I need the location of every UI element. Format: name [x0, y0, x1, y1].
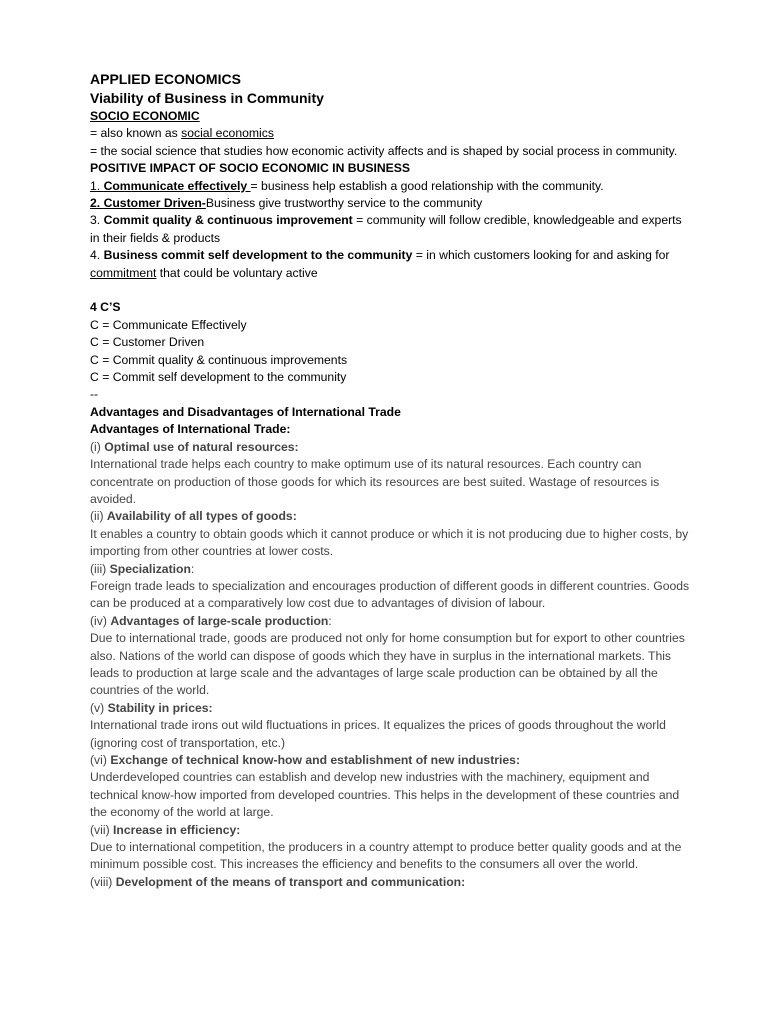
definition-line: = the social science that studies how economic activity affects and is shaped by social process in community. [90, 143, 678, 158]
advantage-number: (i) [90, 439, 105, 454]
item-term: Communicate effectively [103, 178, 251, 193]
doc-subtitle: Viability of Business in Community [90, 90, 324, 106]
advantage-body: Due to international trade, goods are produced not only for home consumption but for export to other countries also. Nations of the world can dispose of goods which they have in surplus in the international markets. This leads to production at large scale and the advantages of large scale production can be obtained by all the countries of the world. [90, 631, 685, 698]
item-underlined-word: commitment [90, 265, 157, 280]
advantage-title [90, 700, 690, 717]
advantage-number: (iv) [90, 613, 111, 628]
advantage-title-text: Specialization [109, 561, 191, 576]
advantage-number: (ii) [90, 509, 107, 524]
four-cs-item: C = Communicate Effectively [90, 317, 247, 332]
item-number: 2. [90, 196, 104, 211]
advantage-title [90, 561, 690, 578]
advantage-body: Foreign trade leads to specialization and encourages production of different goods in different countries. Goods can be produced at a comparatively low cost due to advantages of division of labour. [90, 578, 690, 611]
item-text: = community will follow credible, knowledgeable and experts in their fields & products [90, 213, 682, 245]
aka-term: social economics [181, 126, 274, 141]
advantage-number: (v) [90, 700, 108, 715]
impact-item-1 [90, 178, 690, 195]
impact-item-4 [90, 247, 690, 282]
four-cs-item: C = Commit quality & continuous improvements [90, 352, 348, 367]
advantages-heading: Advantages of International Trade: [90, 422, 291, 437]
advantage-title-text: Optimal use of natural resources: [104, 439, 299, 454]
item-tail: that could be voluntary active [156, 265, 318, 280]
advantage-colon: : [328, 613, 332, 628]
item-term: Customer Driven- [103, 196, 206, 211]
advantage-number: (viii) [90, 874, 116, 889]
advantage-title-text: Advantages of large-scale production [110, 613, 329, 628]
advantage-body: Underdeveloped countries can establish and develop new industries with the machinery, equipment and technical know-how imported from developed countries. This helps in the development of these countries and the economy of the world at large. [90, 770, 680, 820]
blank-line [90, 282, 690, 299]
trade-heading: Advantages and Disadvantages of International Trade [90, 404, 401, 419]
impact-item-2 [90, 195, 690, 212]
advantage-title [90, 439, 690, 456]
item-text: = in which customers looking for and asking for [412, 248, 670, 263]
item-term: Commit quality & continuous improvement [103, 213, 353, 228]
four-cs-item: C = Customer Driven [90, 335, 205, 350]
item-number: 1. [90, 178, 104, 193]
doc-title: APPLIED ECONOMICS [90, 71, 241, 87]
four-cs-heading: 4 C’S [90, 300, 121, 315]
section-socio-economic: SOCIO ECONOMIC [90, 109, 200, 123]
advantage-colon: : [190, 561, 195, 576]
advantage-title-text: Development of the means of transport and communication: [115, 874, 466, 889]
item-text: = business help establish a good relationship with the community. [250, 178, 604, 193]
aka-prefix: = also known as [90, 126, 182, 141]
advantage-title-text: Availability of all types of goods: [106, 509, 297, 524]
advantage-title-text: Stability in prices: [107, 700, 213, 715]
item-number: 3. [90, 213, 104, 228]
advantage-title [90, 874, 690, 891]
advantage-number: (iii) [90, 561, 110, 576]
impact-item-3 [90, 212, 690, 247]
four-cs-item: C = Commit self development to the community [90, 370, 347, 385]
advantage-body: International trade irons out wild fluctuations in prices. It equalizes the prices of goods throughout the world (ignoring cost of transportation, etc.) [90, 718, 666, 750]
advantage-title [90, 822, 690, 839]
advantage-number: (vi) [90, 753, 111, 768]
item-text: Business give trustworthy service to the community [205, 196, 483, 211]
advantage-title-text: Exchange of technical know-how and establishment of new industries: [110, 753, 521, 768]
advantage-title [90, 508, 690, 525]
item-term: Business commit self development to the community [103, 248, 413, 263]
aka-line [90, 125, 690, 142]
advantage-title [90, 613, 690, 630]
advantage-body: International trade helps each country to make optimum use of its natural resources. Each country can concentrate on production of those goods for which its resources are best suited. Wastage of resources is avoided. [90, 457, 660, 506]
positive-impact-heading: POSITIVE IMPACT OF SOCIO ECONOMIC IN BUSINESS [90, 161, 411, 176]
advantage-title [90, 752, 690, 769]
separator: -- [90, 387, 99, 402]
document-body [90, 70, 690, 891]
item-number: 4. [90, 248, 104, 263]
advantage-title-text: Increase in efficiency: [113, 822, 241, 837]
advantage-body: It enables a country to obtain goods which it cannot produce or which it is not producing due to higher costs, by importing from other countries at lower costs. [90, 526, 689, 559]
advantage-body: Due to international competition, the producers in a country attempt to produce better quality goods and at the minimum possible cost. This increases the efficiency and benefits to the consumers all over the world. [90, 840, 682, 872]
advantage-number: (vii) [90, 822, 114, 837]
